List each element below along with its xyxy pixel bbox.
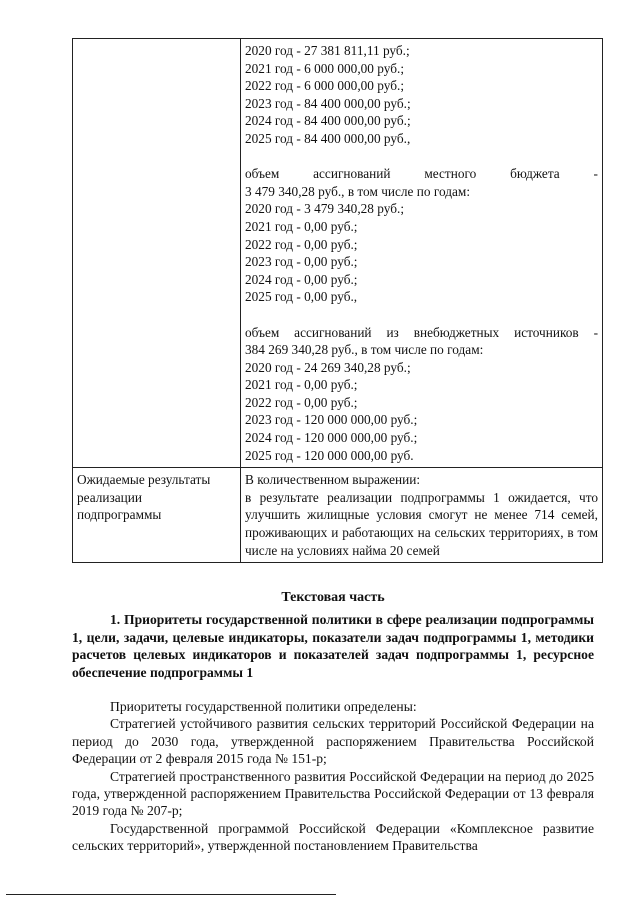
- funding-line: 2022 год - 0,00 руб.;: [245, 394, 358, 410]
- paragraph: Приоритеты государственной политики определены:: [110, 699, 417, 714]
- funding-line: 2022 год - 6 000 000,00 руб.;: [245, 78, 405, 94]
- funding-line: 2021 год - 0,00 руб.;: [245, 218, 358, 234]
- funding-line: 2023 год - 84 400 000,00 руб.;: [245, 95, 411, 111]
- funding-line: 2025 год - 0,00 руб.,: [245, 289, 358, 305]
- section-title: Текстовая часть: [281, 590, 385, 605]
- funding-line: 2023 год - 0,00 руб.;: [245, 254, 358, 270]
- local-funding-lines: [245, 183, 598, 306]
- funding-line: 2020 год - 3 479 340,28 руб.;: [245, 201, 405, 217]
- funding-line: 2021 год - 0,00 руб.;: [245, 377, 358, 393]
- expected-results-cell: [241, 468, 603, 563]
- funding-line: 3 479 340,28 руб., в том числе по годам:: [245, 183, 471, 199]
- funding-line: 2023 год - 120 000 000,00 руб.;: [245, 412, 418, 428]
- funding-line: 2021 год - 6 000 000,00 руб.;: [245, 60, 405, 76]
- expected-results-label-cell: [73, 468, 241, 563]
- paragraph: Стратегией устойчивого развития сельских территорий Российской Федерации на период до 2030 года, утвержденной распоряжением Правительства Российской Федерации от 2 февраля 2015 года № 151-р;: [72, 716, 594, 767]
- body-text: [72, 698, 594, 855]
- results-heading: В количественном выражении:: [245, 472, 421, 488]
- funding-line: 384 269 340,28 руб., в том числе по годам:: [245, 342, 484, 358]
- funding-line: 2025 год - 120 000 000,00 руб.: [245, 447, 414, 463]
- results-text: в результате реализации подпрограммы 1 ожидается, что улучшить жилищные условия смогут не менее 714 семей, проживающих и работающих на сельских территориях, в том числе на условиях найма 20 семей: [245, 489, 598, 558]
- funding-line: 2025 год - 84 400 000,00 руб.,: [245, 130, 411, 146]
- paragraph: Стратегией пространственного развития Российской Федерации на период до 2025 года, утвержденной распоряжением Правительства Российской Федерации от 13 февраля 2019 года № 207-р;: [72, 768, 594, 819]
- local-budget-intro: объем ассигнований местного бюджета -: [245, 166, 598, 182]
- table-cell-empty: [73, 39, 241, 468]
- funding-line: 2024 год - 0,00 руб.;: [245, 271, 358, 287]
- funding-line: 2024 год - 120 000 000,00 руб.;: [245, 430, 418, 446]
- funding-line: 2022 год - 0,00 руб.;: [245, 236, 358, 252]
- footer-divider: [6, 894, 336, 895]
- federal-funding-lines: [245, 42, 598, 148]
- funding-line: 2024 год - 84 400 000,00 руб.;: [245, 113, 411, 129]
- funding-line: 2020 год - 27 381 811,11 руб.;: [245, 43, 410, 58]
- program-passport-table: [72, 38, 603, 563]
- row-label-line: подпрограммы: [77, 507, 162, 523]
- offbudget-funding-lines: [245, 341, 598, 464]
- table-row: [73, 39, 603, 468]
- funding-line: 2020 год - 24 269 340,28 руб.;: [245, 359, 411, 375]
- funding-cell: [241, 39, 603, 468]
- section-heading: [72, 611, 594, 681]
- table-row: [73, 468, 603, 563]
- section-heading-text: 1. Приоритеты государственной политики в сфере реализации подпрограммы 1, цели, задачи, целевые индикаторы, показатели задач подпрограммы 1, методики расчетов целевых индикаторов и показателей задач подпрограммы 1, ресурсное обеспечение подпрограммы 1: [72, 612, 594, 680]
- offbudget-intro: объем ассигнований из внебюджетных источников -: [245, 324, 598, 340]
- row-label-line: Ожидаемые результаты: [77, 472, 211, 488]
- row-label-line: реализации: [77, 489, 142, 505]
- paragraph: Государственной программой Российской Федерации «Комплексное развитие сельских территорий», утвержденной постановлением Правительства: [72, 820, 594, 854]
